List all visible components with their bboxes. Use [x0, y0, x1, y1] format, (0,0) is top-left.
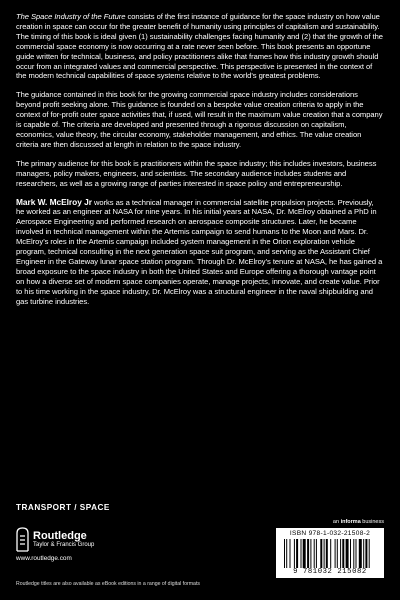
ebook-footnote: Routledge titles are also available as eBook editions in a range of digital formats — [16, 581, 200, 587]
barcode-digits: 9 781032 215082 — [293, 568, 367, 576]
book-title-italic: The Space Industry of the Future — [16, 12, 126, 21]
isbn-label: ISBN 978-1-032-21508-2 — [289, 530, 371, 537]
informa-logo: informa — [340, 519, 361, 525]
author-bio — [16, 198, 384, 307]
author-bio-text: works as a technical manager in commercial satellite propulsion projects. Previously, he worked as an engineer at NASA for nine years. In his initial years at NASA, Dr. McElroy obtained a PhD in Aerospace Engineering and performed research on aerospace composite structures. Later, he became involved in technical management within the Artemis campaign to send humans to the Moon and Mars. Dr. McElroy’s roles in the Artemis campaign included system management in the Orion exploration vehicle program, technical consulting in the next generation space suit program, and serving as the Assistant Chief Engineer in the Gateway lunar space station program. Through Dr. McElroy’s tenure at NASA, he has gained a broad exposure to the space industry in both the United States and Europe offering a thorough vantage point on how a diverse set of modern space companies operate, manage projects, innovate, and create value. Prior to his time working in the space industry, Dr. McElroy was a structural engineer in the naval shipbuilding and gas turbine industries. — [16, 197, 383, 306]
blurb-paragraph-3: The primary audience for this book is practitioners within the space industry; this includes investors, business managers, policy makers, engineers, and scientists. The secondary audience includes students and researchers, as well as a growing range of parties interested in space policy and entrepreneurship. — [16, 158, 377, 188]
back-cover-text — [16, 12, 384, 315]
routledge-emblem-icon — [16, 527, 29, 552]
barcode-icon — [284, 539, 376, 568]
subject-category: TRANSPORT / SPACE — [16, 503, 110, 512]
publisher-group: Taylor & Francis Group — [33, 542, 95, 548]
blurb-paragraph-2: The guidance contained in this book for the growing commercial space industry includes considerations beyond profit seeking alone. This guidance is founded on a bespoke value creation criteria to apply in the context of for-profit outer space activities that, if used, will result in the maximum value creation that a company is capable of. The criteria are developed and presented through a rigorous discussion on capitalism, economics, value theory, the circular economy, stakeholder management, and ethics. The value creation criteria are then discussed at length in relation to the space industry. — [16, 90, 383, 149]
barcode-box — [276, 528, 384, 578]
informa-suffix: business — [360, 519, 384, 525]
publisher-name: Routledge — [33, 530, 87, 542]
blurb-paragraph-1 — [16, 12, 384, 81]
publisher-logo — [16, 527, 94, 552]
informa-prefix: an — [332, 519, 341, 525]
informa-business-line — [333, 519, 384, 525]
blurb-paragraph-1-text: consists of the first instance of guidance for the space industry on how value creation in space can occur for the greater benefit of humanity using principles of capitalism and sustainability. The timing of this book is ideal given (1) sustainability challenges facing humanity and (2) that the growth of the commercial space economy is now occurring at a rate never seen before. This book presents an opportune guide written for technical, business, and policy practitioners alike that frames how this industry growth should occur from an integrated values and commercial perspective. This perspective is presented in the context of the modern technical capabilities of space systems relative to the world’s greatest problems. — [16, 12, 383, 81]
publisher-website[interactable]: www.routledge.com — [16, 555, 72, 562]
author-name: Mark W. McElroy Jr — [16, 196, 92, 207]
